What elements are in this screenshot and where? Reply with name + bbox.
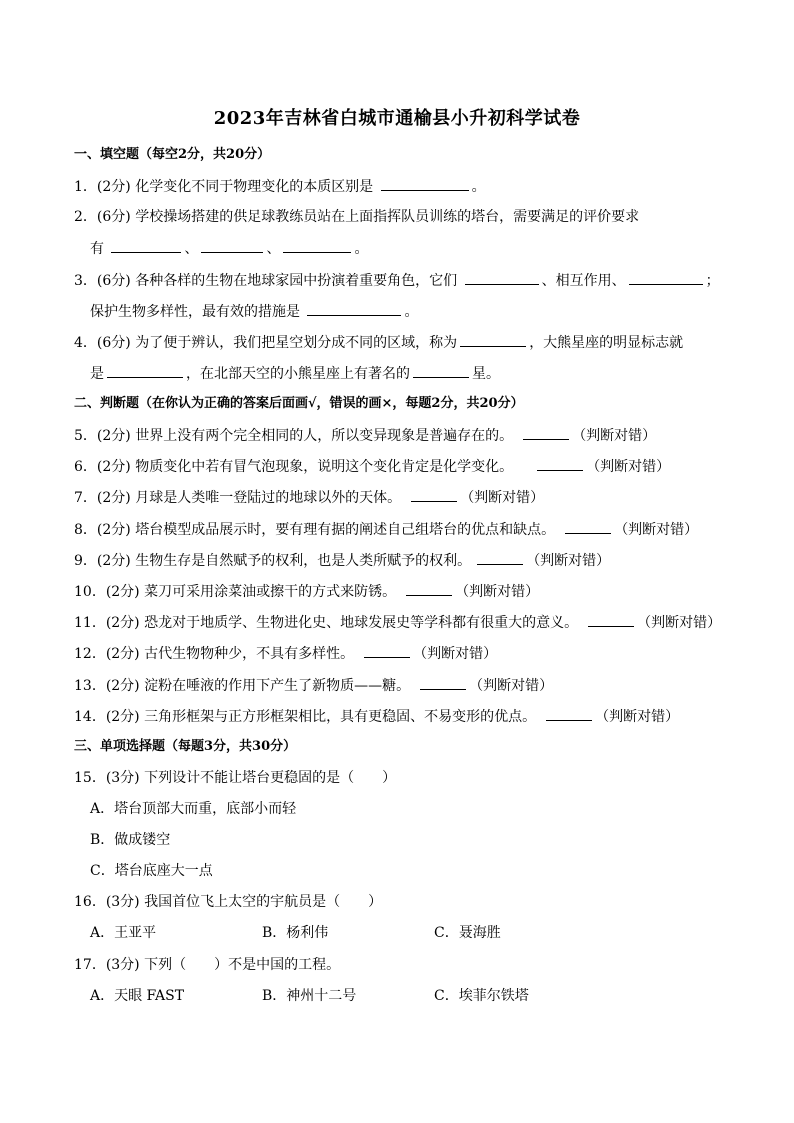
judge-tag: （判断对错）	[460, 490, 545, 507]
answer-blank[interactable]	[111, 238, 181, 253]
judge-tag: （判断对错）	[469, 677, 554, 694]
answer-blank[interactable]	[465, 270, 539, 285]
section-judge-heading: 二、判断题（在你认为正确的答案后面画√，错误的画×，每题2分，共20分）	[74, 396, 524, 411]
judge-question-text: 9．(2分) 生物生存是自然赋予的权利，也是人类所赋予的权利。	[74, 552, 472, 569]
question-15-option-b[interactable]: B．做成镂空	[90, 832, 171, 848]
judge-tag: （判断对错）	[586, 459, 671, 476]
judge-tag: （判断对错）	[614, 521, 699, 538]
answer-blank[interactable]	[201, 238, 263, 253]
answer-blank[interactable]	[565, 519, 611, 534]
judge-question-text: 7．(2分) 月球是人类唯一登陆过的地球以外的天体。	[74, 490, 402, 507]
answer-blank[interactable]	[546, 706, 592, 721]
question-4-line-2: 是 ，在北部天空的小熊星座上有著名的 星。	[90, 363, 750, 384]
question-15-stem: 15．(3分) 下列设计不能让塔台更稳固的是（ ）	[74, 770, 397, 786]
judge-question	[74, 581, 734, 602]
judge-tag: （判断对错）	[413, 646, 498, 663]
judge-tag: （判断对错）	[637, 615, 722, 632]
question-17-options	[90, 986, 750, 1006]
judge-question	[74, 487, 734, 508]
judge-question-text: 10．(2分) 菜刀可采用涂菜油或擦干的方式来防锈。	[74, 584, 397, 600]
question-17-option-a[interactable]: A．天眼 FAST	[90, 988, 185, 1004]
judge-question-text: 5．(2分) 世界上没有两个完全相同的人，所以变异现象是普遍存在的。	[74, 428, 514, 444]
question-15-option-a[interactable]: A．塔台顶部大而重，底部小而轻	[90, 801, 297, 817]
question-16-option-c[interactable]: C．聂海胜	[434, 925, 501, 941]
answer-blank[interactable]	[107, 363, 183, 378]
answer-blank[interactable]	[307, 301, 401, 316]
judge-question-text: 13．(2分) 淀粉在唾液的作用下产生了新物质——糖。	[74, 677, 411, 694]
page-title: 2023年吉林省白城市通榆县小升初科学试卷	[213, 108, 581, 129]
judge-question	[74, 425, 734, 446]
judge-tag: （判断对错）	[595, 708, 680, 725]
judge-question-text: 14．(2分) 三角形框架与正方形框架相比，具有更稳固、不易变形的优点。	[74, 708, 537, 725]
answer-blank[interactable]	[413, 363, 469, 378]
answer-blank[interactable]	[406, 581, 452, 596]
question-17-stem: 17．(3分) 下列（ ）不是中国的工程。	[74, 957, 341, 973]
judge-question-text: 8．(2分) 塔台模型成品展示时，要有理有据的阐述自己组塔台的优点和缺点。	[74, 521, 556, 538]
judge-question	[74, 519, 734, 540]
question-4-line-1: 4．(6分) 为了便于辨认，我们把星空划分成不同的区域，称为 ，大熊星座的明显标志就	[74, 332, 734, 353]
answer-blank[interactable]	[283, 238, 351, 253]
question-16-option-a[interactable]: A．王亚平	[90, 925, 157, 941]
judge-question-text: 6．(2分) 物质变化中若有冒气泡现象，说明这个变化肯定是化学变化。	[74, 459, 514, 476]
judge-question	[74, 612, 734, 633]
question-3-line-2: 保护生物多样性，最有效的措施是 。	[90, 301, 750, 322]
answer-blank[interactable]	[381, 176, 469, 191]
question-1: 1．(2分) 化学变化不同于物理变化的本质区别是 。	[74, 176, 734, 197]
answer-blank[interactable]	[588, 612, 634, 627]
answer-blank[interactable]	[411, 487, 457, 502]
answer-blank[interactable]	[523, 425, 569, 440]
question-16-stem: 16．(3分) 我国首位飞上太空的宇航员是（ ）	[74, 894, 383, 910]
answer-blank[interactable]	[364, 643, 410, 658]
judge-tag: （判断对错）	[526, 552, 611, 569]
question-16-options	[90, 923, 750, 943]
question-16-option-b[interactable]: B．杨利伟	[262, 925, 329, 941]
judge-question-text: 12．(2分) 古代生物物种少，不具有多样性。	[74, 646, 355, 663]
question-2-line-1: 2．(6分) 学校操场搭建的供足球教练员站在上面指挥队员训练的塔台，需要满足的评价要求	[74, 209, 640, 225]
judge-question	[74, 550, 734, 571]
judge-tag: （判断对错）	[572, 428, 657, 444]
judge-question	[74, 643, 734, 664]
answer-blank[interactable]	[477, 550, 523, 565]
answer-blank[interactable]	[629, 270, 703, 285]
judge-question-text: 11．(2分) 恐龙对于地质学、生物进化史、地球发展史等学科都有很重大的意义。	[74, 615, 579, 632]
question-17-option-b[interactable]: B．神州十二号	[262, 988, 357, 1004]
section-choice-heading: 三、单项选择题（每题3分，共30分）	[74, 739, 297, 754]
question-3-line-1: 3．(6分) 各种各样的生物在地球家园中扮演着重要角色，它们 、相互作用、 ；	[74, 270, 734, 291]
section-fill-heading: 一、填空题（每空2分，共20分）	[74, 147, 271, 162]
answer-blank[interactable]	[460, 332, 526, 347]
question-15-option-c[interactable]: C．塔台底座大一点	[90, 863, 213, 879]
answer-blank[interactable]	[537, 456, 583, 471]
question-2-line-2: 有 、 、 。	[90, 238, 750, 259]
judge-question	[74, 675, 734, 696]
question-17-option-c[interactable]: C．埃菲尔铁塔	[434, 988, 529, 1004]
judge-question	[74, 706, 734, 727]
judge-tag: （判断对错）	[455, 584, 540, 600]
judge-question	[74, 456, 734, 477]
answer-blank[interactable]	[420, 675, 466, 690]
